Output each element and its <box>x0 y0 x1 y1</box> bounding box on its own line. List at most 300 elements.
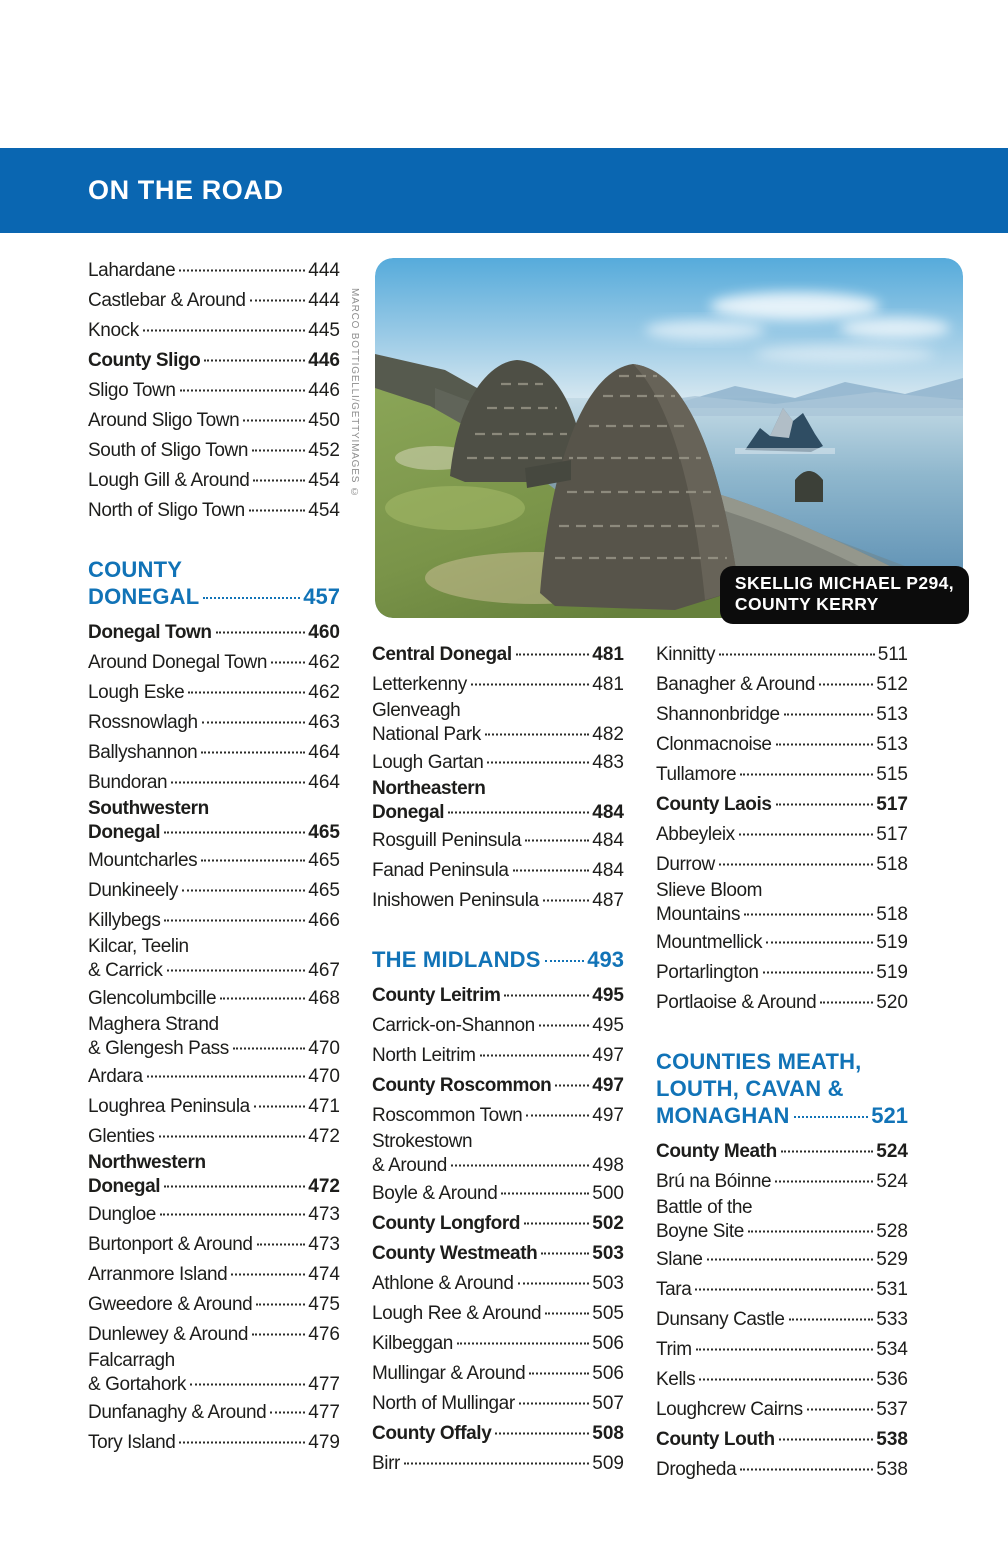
toc-row <box>372 1299 624 1329</box>
dot-leader <box>220 998 305 1000</box>
toc-row <box>88 984 340 1014</box>
toc-page-number: 505 <box>592 1303 624 1324</box>
dot-leader <box>740 774 873 776</box>
dot-leader <box>555 1085 589 1087</box>
toc-row <box>88 1092 340 1122</box>
toc-entry <box>656 1425 908 1455</box>
toc-entry <box>88 1014 340 1062</box>
toc-entry <box>372 1329 624 1359</box>
toc-entry-label: Lahardane <box>88 260 176 281</box>
toc-page-number: 531 <box>876 1279 908 1300</box>
dot-leader <box>719 654 875 656</box>
toc-entry-label: Clonmacnoise <box>656 734 772 755</box>
toc-row <box>656 1275 908 1305</box>
toc-page-number: 467 <box>308 960 340 981</box>
toc-entry-label: Inishowen Peninsula <box>372 890 539 911</box>
toc-entry-label: Kells <box>656 1369 696 1390</box>
dot-leader <box>740 1469 873 1471</box>
toc-page-number: 513 <box>876 734 908 755</box>
toc-entry <box>656 880 908 928</box>
toc-page-number: 452 <box>308 440 340 461</box>
dot-leader <box>504 995 589 997</box>
toc-entry <box>88 678 340 708</box>
toc-entry <box>372 856 624 886</box>
dot-leader <box>525 840 589 842</box>
toc-entry-label: Banagher & Around <box>656 674 816 695</box>
toc-entry-label: Kilbeggan <box>372 1333 453 1354</box>
toc-row <box>88 256 340 286</box>
toc-entry-label: Portarlington <box>656 962 759 983</box>
dot-leader <box>271 662 305 664</box>
dot-leader <box>164 1186 305 1188</box>
toc-row <box>88 738 340 768</box>
dot-leader <box>451 1165 589 1167</box>
toc-page-number: 538 <box>876 1459 908 1480</box>
toc-entry-line1: Slieve Bloom <box>656 880 763 901</box>
toc-entry <box>372 981 624 1011</box>
dot-leader <box>739 834 874 836</box>
skellig-michael-photo-art <box>375 258 963 618</box>
toc-entry-label: County Louth <box>656 1429 775 1450</box>
toc-entry-label: Lough Ree & Around <box>372 1303 542 1324</box>
toc-page-number: 457 <box>303 584 340 609</box>
toc-page-number: 466 <box>308 910 340 931</box>
toc-entry-label: Around Sligo Town <box>88 410 240 431</box>
toc-entry-label: Carrick-on-Shannon <box>372 1015 535 1036</box>
toc-page-number: 529 <box>876 1249 908 1270</box>
toc-row <box>88 648 340 678</box>
toc-row <box>656 1425 908 1455</box>
dot-leader <box>159 1136 306 1138</box>
toc-page-number: 470 <box>308 1038 340 1059</box>
toc-entry-label: Donegal <box>88 822 161 843</box>
dot-leader <box>779 1439 874 1441</box>
toc-row <box>656 1335 908 1365</box>
page-title: ON THE ROAD <box>88 175 284 205</box>
toc-entry <box>372 1131 624 1179</box>
toc-page-number: 517 <box>876 794 908 815</box>
dot-leader <box>495 1433 589 1435</box>
toc-entry <box>372 640 624 670</box>
toc-entry <box>372 670 624 700</box>
toc-page-number: 508 <box>592 1423 624 1444</box>
toc-entry <box>88 286 340 316</box>
toc-entry-label: Abbeyleix <box>656 824 735 845</box>
toc-entry <box>372 1419 624 1449</box>
dot-leader <box>160 1214 305 1216</box>
toc-page-number: 463 <box>308 712 340 733</box>
dot-leader <box>794 1116 869 1118</box>
toc-entry-label: Dungloe <box>88 1204 156 1225</box>
toc-entry <box>88 1320 340 1350</box>
toc-entry <box>656 640 908 670</box>
dot-leader <box>167 970 306 972</box>
toc-entry-label: Mountcharles <box>88 850 198 871</box>
toc-row <box>88 768 340 798</box>
toc-entry <box>656 1197 908 1245</box>
toc-entry <box>88 936 340 984</box>
toc-entry <box>88 738 340 768</box>
photo-caption-line1: SKELLIG MICHAEL P294, <box>734 573 954 593</box>
toc-entry <box>656 850 908 880</box>
toc-entry <box>656 1137 908 1167</box>
toc-page-number: 479 <box>308 1432 340 1453</box>
toc-entry-line1: Maghera Strand <box>88 1014 219 1035</box>
dot-leader <box>179 270 305 272</box>
toc-row <box>372 1449 624 1479</box>
dot-leader <box>541 1253 589 1255</box>
dot-leader <box>784 714 874 716</box>
toc-entry-label: Ardara <box>88 1066 143 1087</box>
toc-page-number: 462 <box>308 682 340 703</box>
toc-entry-label: Dunsany Castle <box>656 1309 785 1330</box>
dot-leader <box>252 450 305 452</box>
toc-row <box>88 583 340 610</box>
toc-entry-label: Bundoran <box>88 772 168 793</box>
toc-page-number: 538 <box>876 1429 908 1450</box>
toc-row <box>88 1174 340 1200</box>
toc-entry <box>656 820 908 850</box>
toc-entry <box>656 730 908 760</box>
toc-entry <box>88 1260 340 1290</box>
toc-page-number: 533 <box>876 1309 908 1330</box>
toc-page-number: 498 <box>592 1155 624 1176</box>
photo-caption <box>720 566 969 624</box>
toc-entry <box>372 826 624 856</box>
toc-entry-label: Drogheda <box>656 1459 737 1480</box>
toc-entry-line1: Southwestern <box>88 798 209 819</box>
dot-leader <box>201 752 305 754</box>
toc-row <box>88 1290 340 1320</box>
toc-page-number: 484 <box>592 802 624 823</box>
dot-leader <box>270 1412 305 1414</box>
toc-entry-label: Portlaoise & Around <box>656 992 817 1013</box>
toc-row <box>372 800 624 826</box>
toc-entry-label: Boyne Site <box>656 1221 744 1242</box>
toc-entry-label: County Meath <box>656 1141 777 1162</box>
toc-entry-label: Tullamore <box>656 764 737 785</box>
toc-page-number: 503 <box>592 1243 624 1264</box>
toc-page-number: 513 <box>876 704 908 725</box>
toc-row <box>656 730 908 760</box>
dot-leader <box>529 1373 589 1375</box>
toc-section-header <box>88 556 340 610</box>
dot-leader <box>216 632 306 634</box>
toc-entry-label: Tara <box>656 1279 692 1300</box>
toc-entry <box>88 1290 340 1320</box>
toc-entry-label: South of Sligo Town <box>88 440 248 461</box>
toc-page-number: 484 <box>592 830 624 851</box>
toc-page-number: 482 <box>592 724 624 745</box>
toc-page-number: 512 <box>876 674 908 695</box>
toc-page-number: 481 <box>592 674 624 695</box>
toc-row <box>88 286 340 316</box>
toc-entry-label: Athlone & Around <box>372 1273 514 1294</box>
section-header-line: COUNTY <box>88 557 183 582</box>
toc-page-number: 511 <box>877 644 908 665</box>
toc-page-number: 465 <box>308 822 340 843</box>
dot-leader <box>188 692 305 694</box>
toc-entry-label: Mullingar & Around <box>372 1363 526 1384</box>
toc-entry <box>372 1239 624 1269</box>
toc-entry-label: & Around <box>372 1155 447 1176</box>
toc-entry-label: Letterkenny <box>372 674 467 695</box>
toc-entry-label: Loughcrew Cairns <box>656 1399 803 1420</box>
dot-leader <box>766 942 873 944</box>
toc-entry <box>656 928 908 958</box>
toc-entry <box>88 1398 340 1428</box>
dot-leader <box>203 597 300 599</box>
toc-entry-label: County Roscommon <box>372 1075 552 1096</box>
toc-entry <box>372 1209 624 1239</box>
toc-entry-label: MONAGHAN <box>656 1103 790 1128</box>
toc-page-number: 477 <box>308 1402 340 1423</box>
toc-entry <box>88 1350 340 1398</box>
dot-leader <box>254 1106 305 1108</box>
dot-leader <box>807 1409 874 1411</box>
toc-row <box>372 1179 624 1209</box>
toc-entry-label: North of Mullingar <box>372 1393 515 1414</box>
toc-row <box>656 1137 908 1167</box>
toc-entry-label: Lough Eske <box>88 682 185 703</box>
toc-entry <box>372 1071 624 1101</box>
dot-leader <box>171 782 305 784</box>
dot-leader <box>404 1463 589 1465</box>
toc-row <box>88 1036 340 1062</box>
dot-leader <box>201 860 305 862</box>
dot-leader <box>781 1151 873 1153</box>
toc-row <box>372 1153 624 1179</box>
toc-row <box>372 946 624 973</box>
toc-page-number: 465 <box>308 880 340 901</box>
toc-entry <box>88 906 340 936</box>
toc-entry-label: Birr <box>372 1453 400 1474</box>
toc-page-number: 471 <box>308 1096 340 1117</box>
toc-page-number: 495 <box>592 1015 624 1036</box>
toc-entry-label: County Leitrim <box>372 985 501 1006</box>
toc-entry-label: Glencolumbcille <box>88 988 217 1009</box>
toc-page-number: 476 <box>308 1324 340 1345</box>
toc-page-number: 454 <box>308 470 340 491</box>
toc-page-number: 506 <box>592 1333 624 1354</box>
toc-entry-label: County Westmeath <box>372 1243 538 1264</box>
toc-entry <box>88 316 340 346</box>
toc-entry-label: Lough Gartan <box>372 752 484 773</box>
toc-page-number: 524 <box>876 1141 908 1162</box>
toc-page-number: 502 <box>592 1213 624 1234</box>
toc-row <box>88 906 340 936</box>
toc-entry <box>88 876 340 906</box>
toc-entry-line1: Northwestern <box>88 1152 206 1173</box>
dot-leader <box>180 390 306 392</box>
toc-entry-label: Dunlewey & Around <box>88 1324 249 1345</box>
toc-entry <box>372 700 624 748</box>
toc-entry <box>88 768 340 798</box>
toc-page-number: 473 <box>308 1204 340 1225</box>
toc-page-number: 503 <box>592 1273 624 1294</box>
dot-leader <box>164 832 305 834</box>
toc-entry <box>88 256 340 286</box>
toc-page-number: 468 <box>308 988 340 1009</box>
toc-entry <box>656 1335 908 1365</box>
dot-leader <box>233 1048 305 1050</box>
toc-row <box>656 670 908 700</box>
dot-leader <box>448 812 589 814</box>
toc-entry-label: Central Donegal <box>372 644 512 665</box>
toc-row <box>656 1455 908 1485</box>
toc-page-number: 472 <box>308 1176 340 1197</box>
dot-leader <box>253 480 305 482</box>
toc-entry <box>656 1305 908 1335</box>
toc-page-number: 537 <box>876 1399 908 1420</box>
toc-page-number: 497 <box>592 1075 624 1096</box>
toc-entry <box>656 670 908 700</box>
toc-entry <box>656 760 908 790</box>
toc-page-number: 446 <box>308 380 340 401</box>
toc-row <box>88 406 340 436</box>
toc-entry <box>88 846 340 876</box>
toc-row <box>656 640 908 670</box>
toc-page-number: 475 <box>308 1294 340 1315</box>
toc-entry <box>656 1455 908 1485</box>
toc-page-number: 507 <box>592 1393 624 1414</box>
photo-caption-line2: COUNTY KERRY <box>734 594 879 614</box>
toc-row <box>656 700 908 730</box>
toc-entry-label: Mountains <box>656 904 741 925</box>
dot-leader <box>539 1025 589 1027</box>
toc-page-number: 519 <box>876 962 908 983</box>
toc-page-number: 454 <box>308 500 340 521</box>
toc-entry <box>372 1041 624 1071</box>
dot-leader <box>202 722 306 724</box>
dot-leader <box>231 1274 305 1276</box>
toc-page-number: 497 <box>592 1105 624 1126</box>
toc-row <box>372 1359 624 1389</box>
toc-row <box>372 1239 624 1269</box>
toc-section-header <box>372 946 624 973</box>
toc-entry-label: Burtonport & Around <box>88 1234 253 1255</box>
toc-row <box>88 1062 340 1092</box>
toc-entry-label: Donegal Town <box>88 622 212 643</box>
toc-row <box>372 1329 624 1359</box>
toc-row <box>656 1167 908 1197</box>
toc-row <box>656 1365 908 1395</box>
toc-entry <box>88 1200 340 1230</box>
toc-entry-label: Boyle & Around <box>372 1183 498 1204</box>
dot-leader <box>545 1313 589 1315</box>
toc-row <box>88 958 340 984</box>
toc-entry-label: Donegal <box>372 802 445 823</box>
toc-page-number: 500 <box>592 1183 624 1204</box>
toc-entry-label: Rosguill Peninsula <box>372 830 522 851</box>
toc-entry <box>656 700 908 730</box>
toc-row <box>88 346 340 376</box>
toc-entry-label: THE MIDLANDS <box>372 947 541 972</box>
toc-row <box>88 466 340 496</box>
dot-leader <box>543 900 590 902</box>
toc-page-number: 515 <box>876 764 908 785</box>
toc-entry-label: Arranmore Island <box>88 1264 228 1285</box>
toc-entry <box>656 1365 908 1395</box>
toc-entry <box>88 406 340 436</box>
toc-page-number: 521 <box>871 1103 908 1128</box>
toc-row <box>372 1419 624 1449</box>
toc-row <box>372 1101 624 1131</box>
toc-page-number: 446 <box>308 350 340 371</box>
toc-entry <box>372 1389 624 1419</box>
toc-row <box>656 1219 908 1245</box>
toc-column-middle <box>372 640 624 1479</box>
dot-leader <box>776 804 874 806</box>
toc-row <box>88 316 340 346</box>
dot-leader <box>744 914 873 916</box>
dot-leader <box>250 300 306 302</box>
toc-page-number: 444 <box>308 260 340 281</box>
dot-leader <box>524 1223 589 1225</box>
dot-leader <box>820 1002 873 1004</box>
toc-entry <box>88 618 340 648</box>
toc-entry <box>656 988 908 1018</box>
toc-entry-label: Roscommon Town <box>372 1105 523 1126</box>
dot-leader <box>182 890 305 892</box>
toc-entry <box>372 1359 624 1389</box>
toc-row <box>88 1372 340 1398</box>
toc-row <box>372 1269 624 1299</box>
toc-entry <box>88 1230 340 1260</box>
dot-leader <box>775 1181 873 1183</box>
toc-section-header <box>656 1048 908 1129</box>
toc-entry-label: Kinnitty <box>656 644 716 665</box>
toc-page-number: 536 <box>876 1369 908 1390</box>
toc-entry-label: Knock <box>88 320 139 341</box>
toc-row <box>656 1395 908 1425</box>
toc-page-number: 464 <box>308 742 340 763</box>
toc-row <box>88 618 340 648</box>
dot-leader <box>143 330 305 332</box>
toc-row <box>372 640 624 670</box>
toc-page-number: 517 <box>876 824 908 845</box>
toc-entry <box>88 708 340 738</box>
toc-entry-label: Loughrea Peninsula <box>88 1096 250 1117</box>
toc-row <box>88 1320 340 1350</box>
section-header-line: LOUTH, CAVAN & <box>656 1076 844 1101</box>
photo-skellig-michael <box>375 258 963 618</box>
toc-entry-label: Killybegs <box>88 910 161 931</box>
toc-row <box>372 1041 624 1071</box>
dot-leader <box>696 1349 874 1351</box>
toc-entry-line1: Battle of the <box>656 1197 753 1218</box>
photo-credit: MARCO BOTTIGELLI/GETTYIMAGES © <box>349 288 360 499</box>
dot-leader <box>545 960 585 962</box>
toc-row <box>372 886 624 916</box>
toc-row <box>372 1011 624 1041</box>
toc-entry-label: Lough Gill & Around <box>88 470 250 491</box>
toc-entry-label: Shannonbridge <box>656 704 780 725</box>
toc-row <box>372 826 624 856</box>
toc-entry-label: Fanad Peninsula <box>372 860 509 881</box>
dot-leader <box>457 1343 589 1345</box>
toc-row <box>88 820 340 846</box>
toc-row <box>656 988 908 1018</box>
toc-entry <box>88 648 340 678</box>
toc-entry <box>656 1395 908 1425</box>
toc-entry <box>88 1152 340 1200</box>
toc-entry <box>88 1062 340 1092</box>
dot-leader <box>501 1193 589 1195</box>
toc-row <box>88 1428 340 1458</box>
toc-page-number: 462 <box>308 652 340 673</box>
toc-row <box>88 1260 340 1290</box>
